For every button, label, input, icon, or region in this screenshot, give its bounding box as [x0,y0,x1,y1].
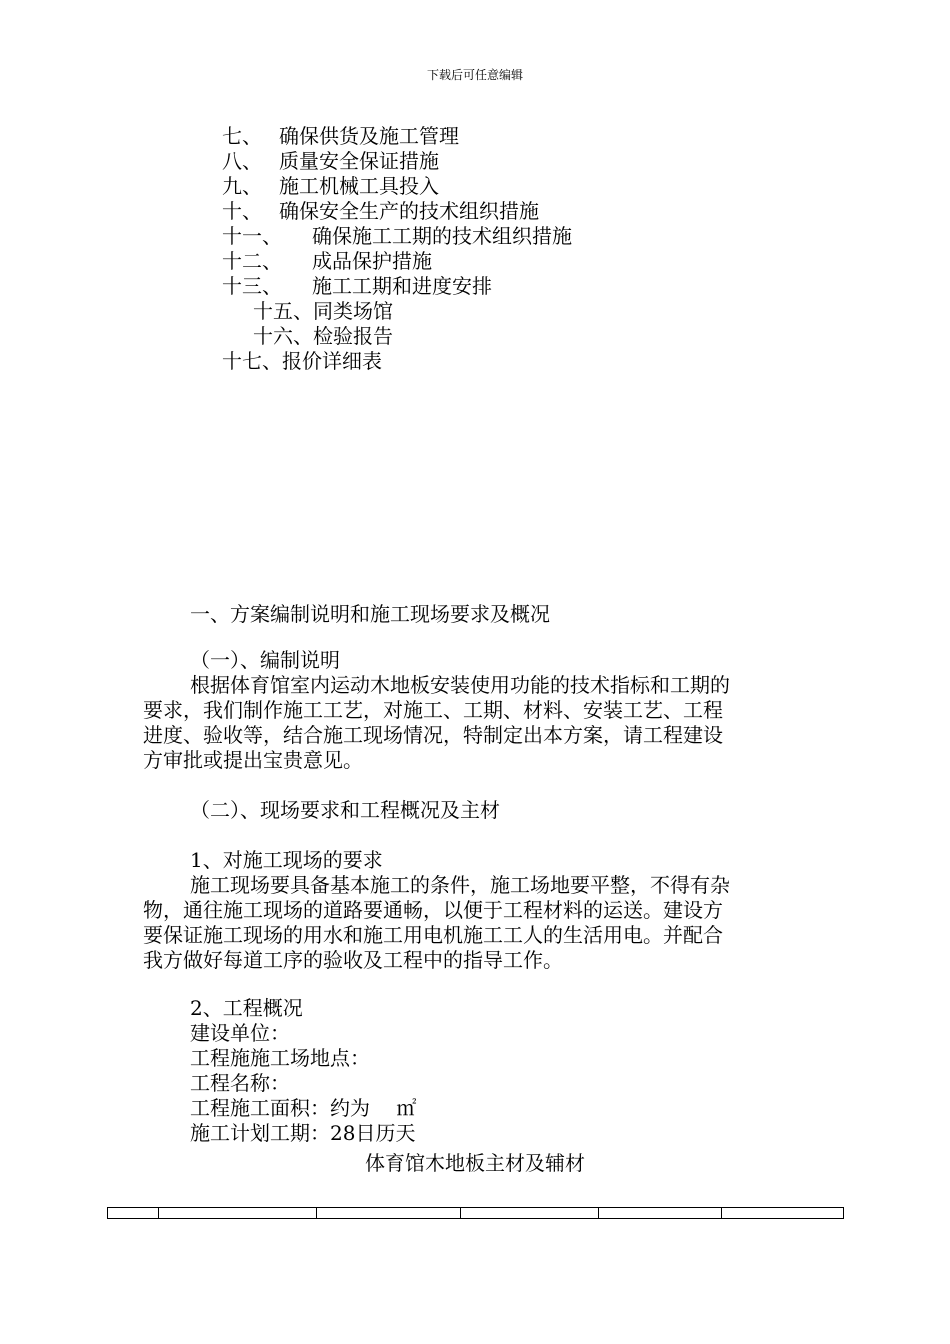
toc-text: 施工机械工具投入 [279,174,439,198]
toc-text: 十六、检验报告 [253,324,393,348]
toc-number: 九、 [222,174,262,198]
info-line: 工程名称： [190,1071,290,1095]
toc-item-15 [253,299,393,324]
toc-text: 确保安全生产的技术组织措施 [279,199,539,223]
info-line: 建设单位： [190,1021,290,1045]
table-column-divider [316,1208,317,1218]
toc-text: 质量安全保证措施 [279,149,439,173]
table-column-divider [460,1208,461,1218]
paragraph-line: 施工现场要具备基本施工的条件，施工场地要平整，不得有杂 [190,873,730,897]
table-column-divider [158,1208,159,1218]
paragraph-line: 我方做好每道工序的验收及工程中的指导工作。 [143,948,563,972]
materials-table [107,1207,844,1219]
toc-text: 成品保护措施 [312,249,432,273]
paragraph-line: 方审批或提出宝贵意见。 [143,748,363,772]
toc-number: 十二、 [222,249,282,273]
toc-item-12 [222,249,432,274]
paragraph-line: 进度、验收等，结合施工现场情况，特制定出本方案，请工程建设 [143,723,723,747]
section-title: 一、方案编制说明和施工现场要求及概况 [190,602,550,626]
paragraph-line: 根据体育馆室内运动木地板安装使用功能的技术指标和工期的 [190,673,730,697]
table-column-divider [721,1208,722,1218]
page-header: 下载后可任意编辑 [426,68,523,82]
paragraph-line: 物，通往施工现场的道路要通畅，以便于工程材料的运送。建设方 [143,898,723,922]
toc-number: 十、 [222,199,262,223]
toc-text: 十七、报价详细表 [222,349,382,373]
subsection-title: （一）、编制说明 [190,648,340,672]
toc-text: 确保施工工期的技术组织措施 [312,224,572,248]
toc-item-7 [222,124,459,149]
info-line: 施工计划工期：28日历天 [190,1121,416,1145]
item-title: 1、对施工现场的要求 [190,848,383,872]
toc-item-10 [222,199,539,224]
toc-item-11 [222,224,572,249]
toc-text: 十五、同类场馆 [253,299,393,323]
toc-item-17 [222,349,382,374]
toc-item-13 [222,274,492,299]
item-title: 2、工程概况 [190,996,303,1020]
toc-item-8 [222,149,439,174]
table-title: 体育馆木地板主材及辅材 [365,1151,585,1175]
toc-number: 七、 [222,124,262,148]
toc-number: 十一、 [222,224,282,248]
toc-item-9 [222,174,439,199]
paragraph-line: 要求，我们制作施工工艺，对施工、工期、材料、安装工艺、工程 [143,698,723,722]
info-line: 工程施施工场地点： [190,1046,370,1070]
info-line: 工程施工面积：约为 ㎡ [190,1096,417,1120]
paragraph-line: 要保证施工现场的用水和施工用电机施工工人的生活用电。并配合 [143,923,723,947]
toc-text: 确保供货及施工管理 [279,124,459,148]
subsection-title: （二）、现场要求和工程概况及主材 [190,798,500,822]
toc-text: 施工工期和进度安排 [312,274,492,298]
toc-item-16 [253,324,393,349]
table-column-divider [598,1208,599,1218]
toc-number: 八、 [222,149,262,173]
toc-number: 十三、 [222,274,282,298]
